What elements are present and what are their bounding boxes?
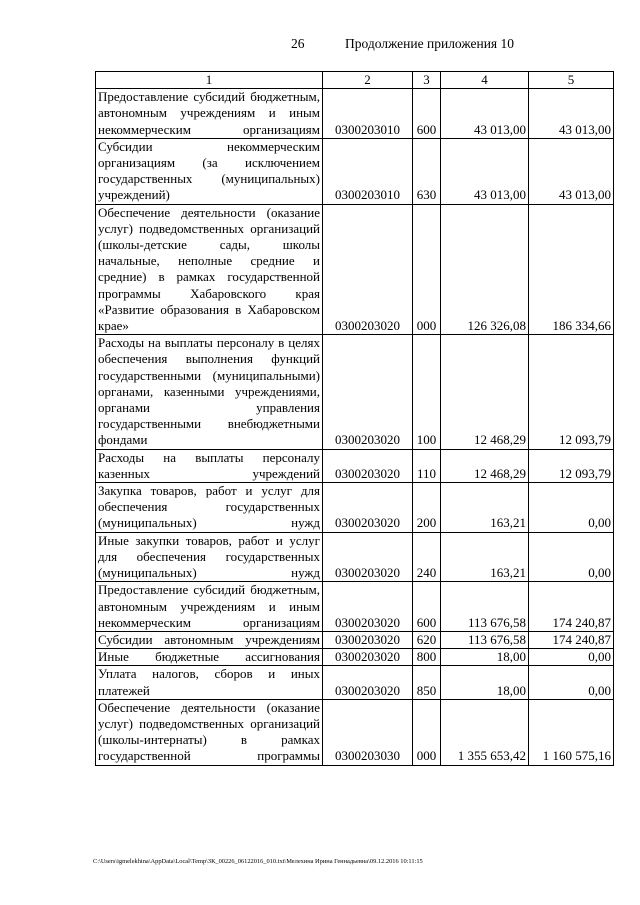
row-description: Субсидии некоммерческим организациям (за исключением государственных (муниципальных) учреждений) — [96, 138, 323, 204]
row-expense-kind: 630 — [413, 138, 441, 204]
page-number: 26 — [291, 36, 305, 51]
row-description: Предоставление субсидий бюджетным, автономным учреждениям и иным некоммерческим организациям — [96, 89, 323, 139]
appendix-continuation-title: Продолжение приложения 10 — [345, 36, 515, 51]
row-description: Предоставление субсидий бюджетным, автономным учреждениям и иным некоммерческим организациям — [96, 582, 323, 632]
row-description: Расходы на выплаты персоналу казенных учреждений — [96, 449, 323, 482]
row-description: Иные бюджетные ассигнования — [96, 649, 323, 666]
row-target-code: 0300203030 — [323, 699, 413, 765]
row-amount-col4: 18,00 — [441, 649, 529, 666]
table-row — [96, 699, 614, 765]
column-header-5: 5 — [529, 72, 614, 89]
column-header-4: 4 — [441, 72, 529, 89]
row-amount-col5: 0,00 — [529, 666, 614, 699]
row-target-code: 0300203020 — [323, 483, 413, 533]
row-target-code: 0300203020 — [323, 532, 413, 582]
table-row — [96, 582, 614, 632]
row-amount-col5: 0,00 — [529, 532, 614, 582]
table-row — [96, 666, 614, 699]
table-row — [96, 204, 614, 335]
row-amount-col4: 163,21 — [441, 483, 529, 533]
row-expense-kind: 110 — [413, 449, 441, 482]
row-target-code: 0300203020 — [323, 204, 413, 335]
column-header-3: 3 — [413, 72, 441, 89]
row-amount-col4: 126 326,08 — [441, 204, 529, 335]
row-amount-col4: 43 013,00 — [441, 138, 529, 204]
row-target-code: 0300203020 — [323, 631, 413, 648]
row-amount-col4: 12 468,29 — [441, 449, 529, 482]
row-amount-col5: 174 240,87 — [529, 582, 614, 632]
table-row — [96, 649, 614, 666]
row-description: Расходы на выплаты персоналу в целях обеспечения выполнения функций государственными (муниципальными) органами, казенными учреждениями, органами управления государственными внебюджетными фондами — [96, 335, 323, 449]
row-target-code: 0300203010 — [323, 89, 413, 139]
budget-table — [95, 71, 614, 766]
row-amount-col5: 12 093,79 — [529, 449, 614, 482]
table-row — [96, 89, 614, 139]
table-row — [96, 631, 614, 648]
row-amount-col4: 12 468,29 — [441, 335, 529, 449]
row-target-code: 0300203010 — [323, 138, 413, 204]
table-row — [96, 483, 614, 533]
file-path-footer: C:\Users\igmelekhina\AppData\Local\Temp\ЗК_00226_06122016_010.txt\Мелехина Ирина Геннадьевна\09.12.2016 10:11:15 — [93, 858, 423, 865]
row-description: Обеспечение деятельности (оказание услуг) подведомственных организаций (школы-интернаты) в рамках государственной программы — [96, 699, 323, 765]
row-amount-col5: 43 013,00 — [529, 89, 614, 139]
column-header-1: 1 — [96, 72, 323, 89]
row-description: Иные закупки товаров, работ и услуг для обеспечения государственных (муниципальных) нужд — [96, 532, 323, 582]
row-target-code: 0300203020 — [323, 449, 413, 482]
row-expense-kind: 600 — [413, 89, 441, 139]
row-amount-col4: 113 676,58 — [441, 631, 529, 648]
row-amount-col5: 0,00 — [529, 649, 614, 666]
row-amount-col5: 43 013,00 — [529, 138, 614, 204]
row-target-code: 0300203020 — [323, 649, 413, 666]
row-amount-col5: 1 160 575,16 — [529, 699, 614, 765]
column-header-2: 2 — [323, 72, 413, 89]
row-expense-kind: 240 — [413, 532, 441, 582]
row-expense-kind: 800 — [413, 649, 441, 666]
row-expense-kind: 600 — [413, 582, 441, 632]
row-amount-col5: 186 334,66 — [529, 204, 614, 335]
row-amount-col4: 1 355 653,42 — [441, 699, 529, 765]
table-row — [96, 138, 614, 204]
row-expense-kind: 100 — [413, 335, 441, 449]
row-target-code: 0300203020 — [323, 335, 413, 449]
row-amount-col5: 174 240,87 — [529, 631, 614, 648]
row-expense-kind: 000 — [413, 204, 441, 335]
column-number-row — [96, 72, 614, 89]
row-expense-kind: 850 — [413, 666, 441, 699]
row-amount-col5: 12 093,79 — [529, 335, 614, 449]
table-row — [96, 532, 614, 582]
row-expense-kind: 620 — [413, 631, 441, 648]
row-amount-col5: 0,00 — [529, 483, 614, 533]
row-expense-kind: 000 — [413, 699, 441, 765]
table-row — [96, 449, 614, 482]
table-row — [96, 335, 614, 449]
row-amount-col4: 113 676,58 — [441, 582, 529, 632]
row-amount-col4: 43 013,00 — [441, 89, 529, 139]
row-description: Закупка товаров, работ и услуг для обеспечения государственных (муниципальных) нужд — [96, 483, 323, 533]
row-description: Субсидии автономным учреждениям — [96, 631, 323, 648]
row-target-code: 0300203020 — [323, 666, 413, 699]
row-description: Уплата налогов, сборов и иных платежей — [96, 666, 323, 699]
row-amount-col4: 163,21 — [441, 532, 529, 582]
row-target-code: 0300203020 — [323, 582, 413, 632]
row-description: Обеспечение деятельности (оказание услуг) подведомственных организаций (школы-детские сады, школы начальные, неполные средние и средние) в рамках государственной программы Хабаровского края «Развитие образования в Хабаровском крае» — [96, 204, 323, 335]
row-expense-kind: 200 — [413, 483, 441, 533]
row-amount-col4: 18,00 — [441, 666, 529, 699]
